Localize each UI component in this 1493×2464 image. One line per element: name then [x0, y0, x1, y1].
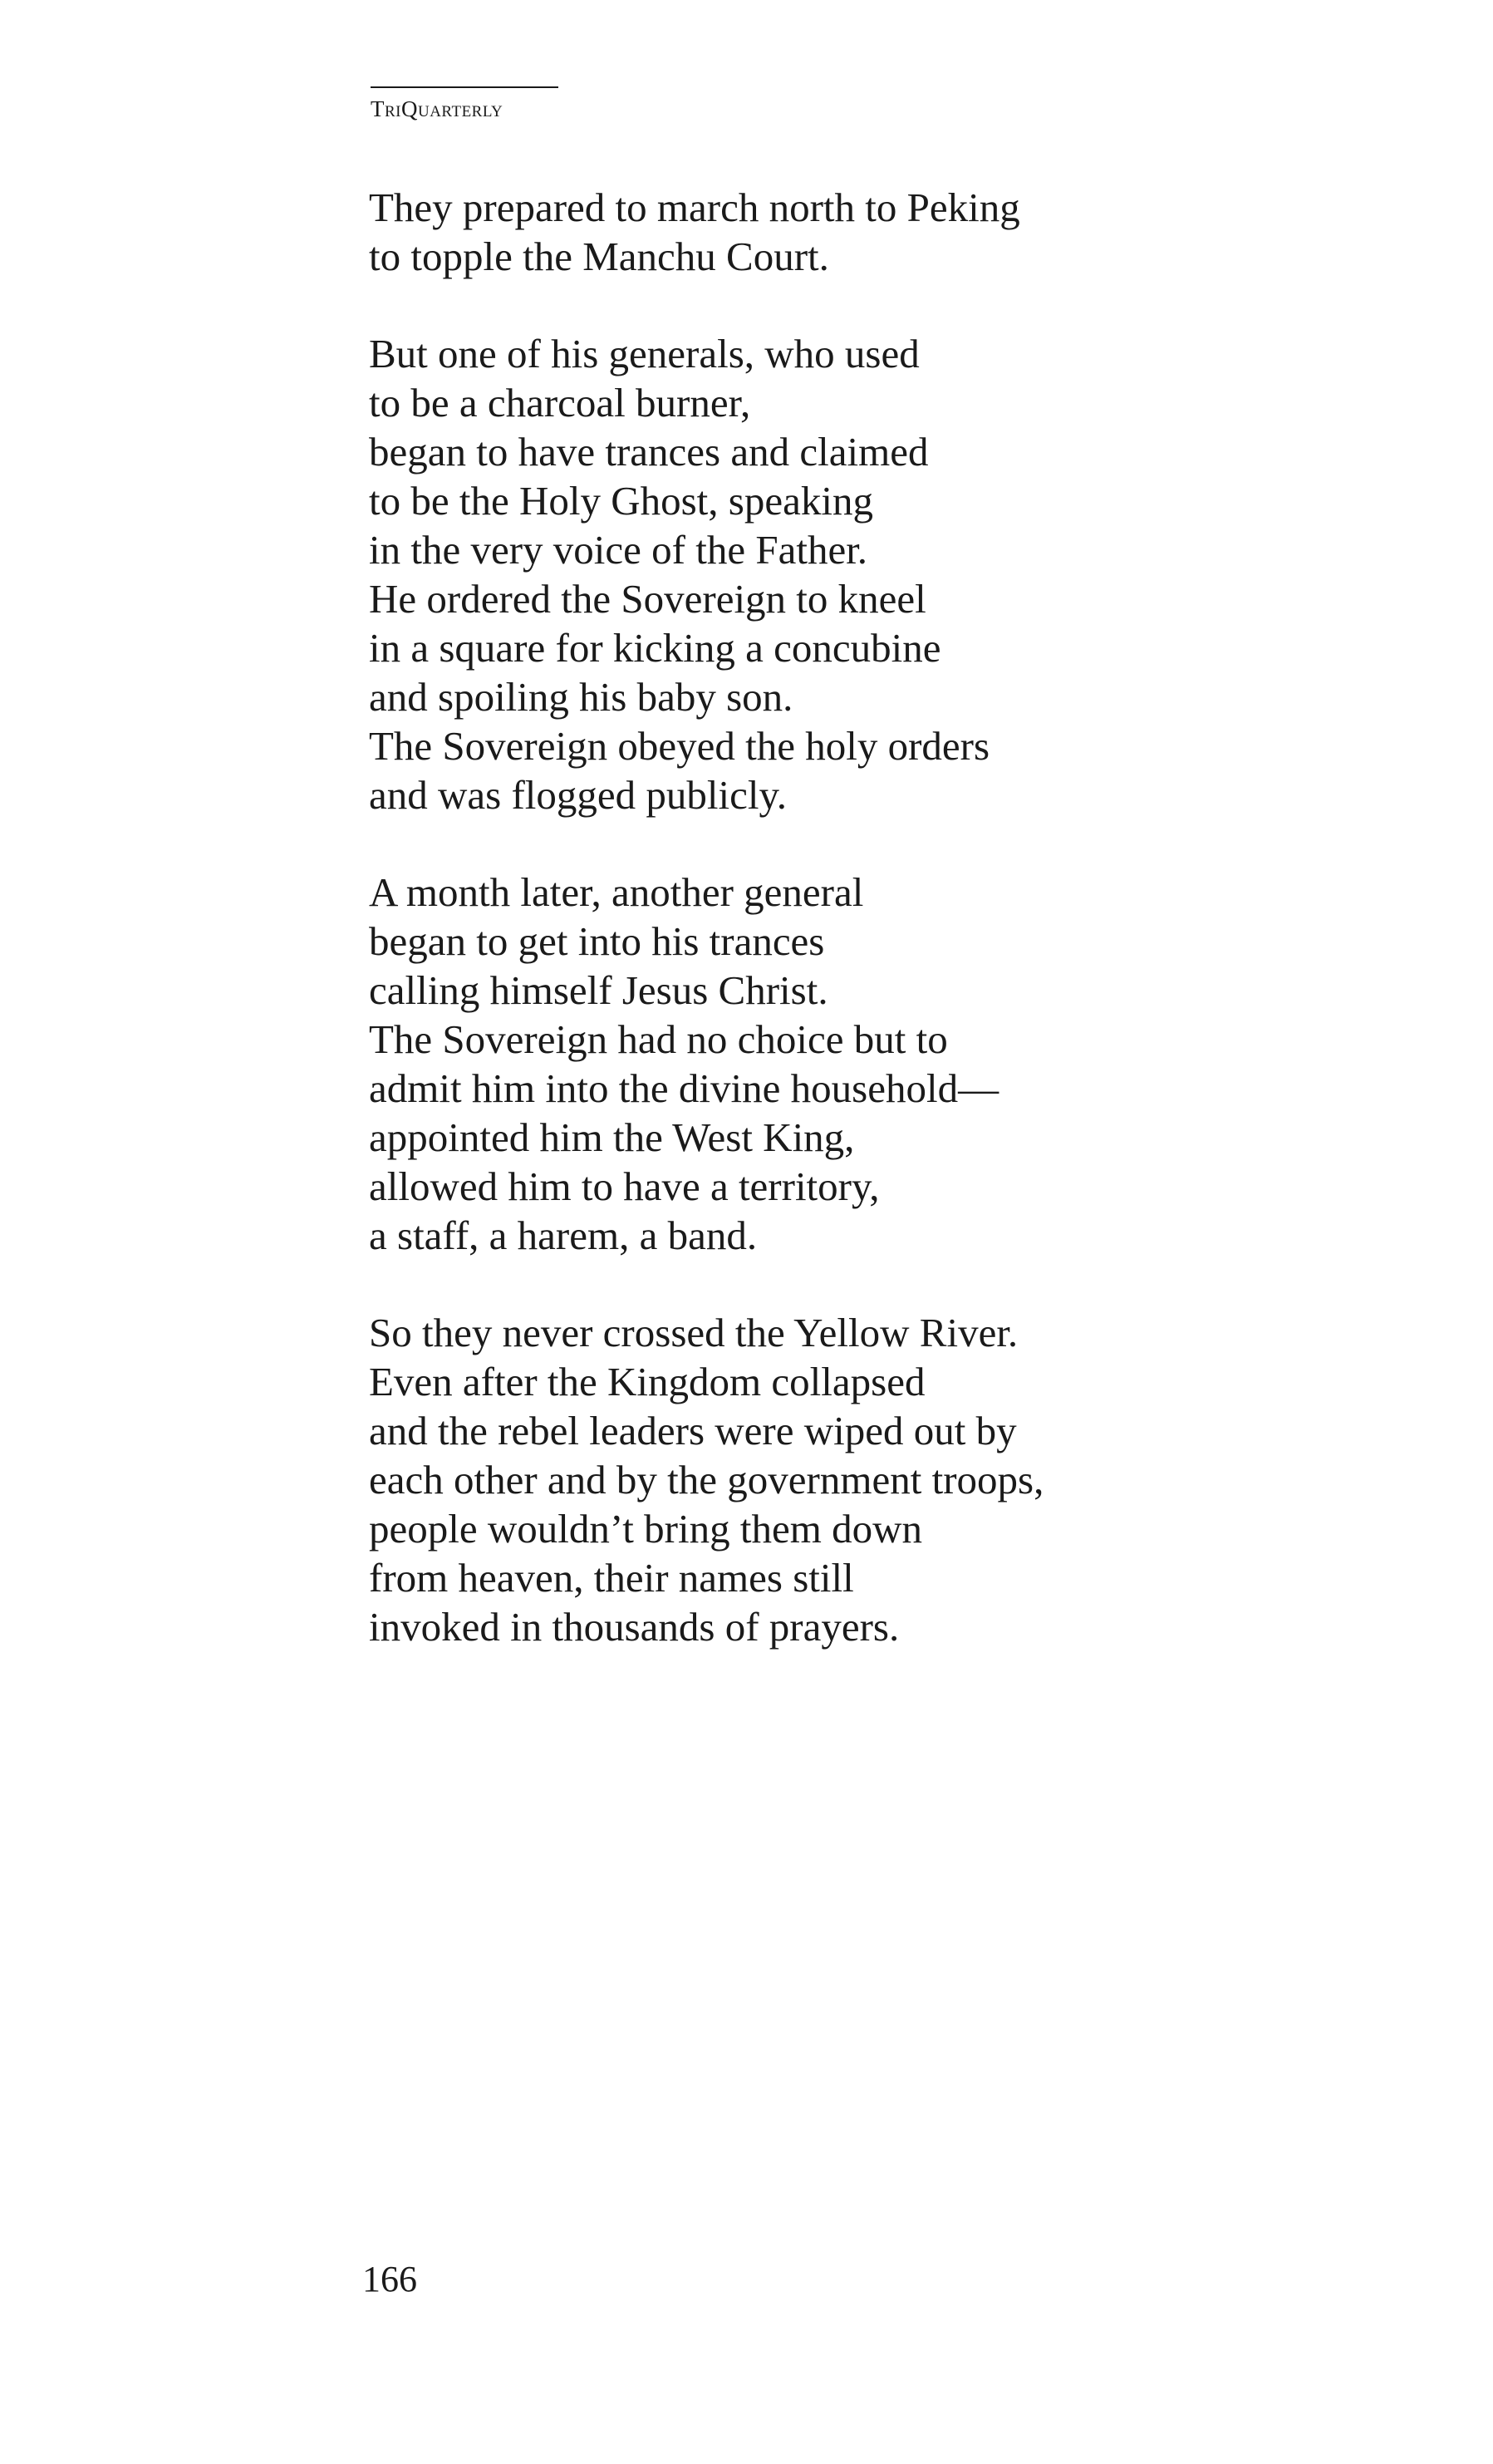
- poem-line: to be the Holy Ghost, speaking: [369, 478, 873, 524]
- poem-line: in a square for kicking a concubine: [369, 625, 941, 671]
- poem-line: from heaven, their names still: [369, 1555, 854, 1601]
- page-number: 166: [362, 2259, 417, 2299]
- poem-line: Even after the Kingdom collapsed: [369, 1359, 926, 1404]
- poem-body: [369, 183, 1449, 1699]
- poem-line: a staff, a harem, a band.: [369, 1212, 758, 1258]
- poem-line: began to have trances and claimed: [369, 429, 929, 475]
- poem-line: appointed him the West King,: [369, 1114, 855, 1160]
- stanza: [369, 183, 1449, 281]
- poem-line: to be a charcoal burner,: [369, 380, 751, 425]
- poem-line: The Sovereign obeyed the holy orders: [369, 723, 990, 769]
- poem-line: in the very voice of the Father.: [369, 527, 868, 573]
- poem-line: to topple the Manchu Court.: [369, 234, 829, 279]
- poem-line: allowed him to have a territory,: [369, 1163, 880, 1209]
- poem-line: So they never crossed the Yellow River.: [369, 1310, 1019, 1355]
- poem-line: each other and by the government troops,: [369, 1457, 1044, 1502]
- poem-line: and spoiling his baby son.: [369, 674, 793, 720]
- poem-line: He ordered the Sovereign to kneel: [369, 576, 926, 622]
- poem-line: The Sovereign had no choice but to: [369, 1016, 948, 1062]
- poem-line: They prepared to march north to Peking: [369, 184, 1020, 230]
- poem-line: began to get into his trances: [369, 918, 825, 964]
- running-head: [371, 86, 570, 122]
- poem-line: A month later, another general: [369, 869, 864, 915]
- stanza: [369, 1308, 1449, 1651]
- poem-line: and was flogged publicly.: [369, 772, 788, 818]
- journal-title: TriQuarterly: [371, 96, 503, 121]
- stanza: [369, 868, 1449, 1260]
- poem-line: But one of his generals, who used: [369, 331, 920, 376]
- poem-line: invoked in thousands of prayers.: [369, 1604, 900, 1650]
- poem-line: and the rebel leaders were wiped out by: [369, 1408, 1017, 1453]
- running-head-rule: [371, 86, 558, 88]
- poem-line: admit him into the divine household—: [369, 1065, 999, 1111]
- stanza: [369, 329, 1449, 819]
- poem-line: people wouldn’t bring them down: [369, 1506, 922, 1552]
- poem-line: calling himself Jesus Christ.: [369, 967, 828, 1013]
